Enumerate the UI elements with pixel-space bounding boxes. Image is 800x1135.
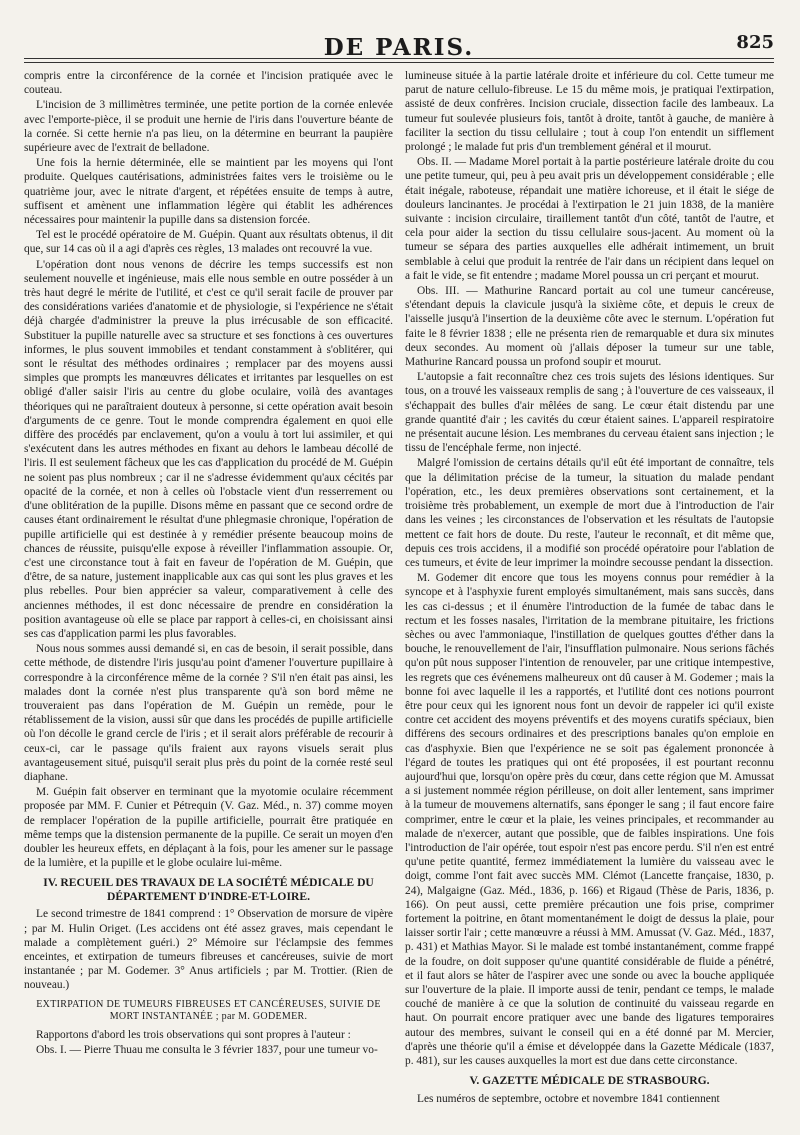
page-header: [24, 14, 774, 61]
right-column: [405, 69, 774, 1129]
paragraph: M. Godemer dit encore que tous les moyens connus pour remédier à la syncope et à l'asphyxie furent employés simultanément, mais sans succès, dans les cas ci-dessus ; et il énumère l'introduction de la fumée de tabac dans le rectum et les fosses nasales, l'irritation de la membrane pituitaire, les frictions sèches ou avec l'ammoniaque, l'instillation de quelques gouttes d'éther dans la bouche, le renouvellement de l'air, l'insufflation pulmonaire. Nous serions fâchés qu'on pût nous supposer l'intention de renouveler, par une critique intempestive, les regrets que ces événemens malheureux ont dû causer à M. Godemer ; mais la bonne foi avec laquelle il les a rapportés, et l'utilité dont ces notions pourront être pour ceux qui les ignorent nous font un devoir de rappeler ici qu'il existe contre cet accident des moyens préventifs et des moyens curatifs spéciaux, bien différens des secours ordinaires et des prescriptions banales qu'on emploie en cas d'asphyxie. Bien que l'expérience ne se soit pas également prononcée à l'égard de toutes les pratiques qui ont été proposées, il est pourtant reconnu aujourd'hui que, lorsqu'on opère près du cœur, dans cette région que M. Amussat a si justement nommée région périlleuse, on doit aller lentement, sans imprimer à la tumeur de mouvemens alternatifs, sans éponger le sang ; il faut encore faire comprimer, entre le cœur et la plaie, les veines principales, et recommander au malade de n'exercer, autant que possible, que de faibles inspirations. Une fois l'introduction de l'air opérée, tout espoir n'est pas encore perdu. S'il n'en est entré qu'une petite quantité, fermez immédiatement la lumière du vaisseau avec le doigt, comme l'ont fait avec succès MM. Clémot (Lancette française, 1830, p. 24), Malgaigne (Gaz. Méd., 1836, p. 166) et Rigaud (Thèse de Paris, 1836, p. 166). On peut aussi, cette première précaution une fois prise, comprimer fortement la poitrine, en ôtant momentanément le doigt de dessus la plaie, pour laisser sortir l'air ; cette manœuvre a réussi à MM. Amussat (V. Gaz. Méd., 1837, p. 431) et Mathias Mayor. Si le malade est tombé instantanément, comme frappé de la foudre, on doit supposer qu'une quantité considérable de fluide a pénétré, et il faut alors se hâter de l'aspirer avec une sonde ou avec la bouche appliquée sur l'ouverture de la plaie. Il importe aussi de tenir, pendant ce temps, le malade couché de manière à ce que la solution de continuité du vaisseau regarde en haut. On pourrait encore pratiquer avec une bande des ligatures temporaires autour des membres, suivant le conseil qui en a été donné par M. Mercier, d'après une théorie qu'il a émise et développée dans la Gazette Médicale (1837, p. 481), sur les causes auxquelles la mort est due dans cette circonstance.: [405, 572, 774, 1068]
two-column-body: [24, 69, 774, 1129]
subheading-extirpation: EXTIRPATION DE TUMEURS FIBREUSES ET CANCÉREUSES, SUIVIE DE MORT INSTANTANÉE ; par M. GODEMER.: [36, 998, 381, 1023]
paragraph: Obs. III. — Mathurine Rancard portait au col une tumeur cancéreuse, s'étendant depuis la clavicule jusqu'à la sixième côte, et depuis le creux de l'aisselle jusqu'à l'insertion de la deuxième côte avec le sternum. L'opération fut faite le 8 février 1838 ; elle ne présenta rien de remarquable et dura six minutes deux secondes. Au moment où j'allais déposer la tumeur sur une table, Mathurine Rancard poussa un profond soupir et mourut.: [405, 285, 774, 369]
paragraph: lumineuse située à la partie latérale droite et inférieure du col. Cette tumeur me parut de nature cellulo-fibreuse. Le 15 du même mois, je pratiquai l'extirpation, assisté de deux confrères. Incision cruciale, dissection facile des lambeaux. La tumeur fut soulevée plusieurs fois, tantôt à droite, tantôt à gauche, de manière à faciliter la section du tissu cellulaire ; tout à coup l'on entendit un sifflement prolongé ; le malade fut pris d'un tremblement général et il mourut.: [405, 70, 774, 154]
paragraph: Malgré l'omission de certains détails qu'il eût été important de connaître, tels que la délimitation précise de la tumeur, la situation du malade pendant l'opération, etc., les deux premières observations sont certainement, et la troisième très probablement, un exemple de mort due à l'introduction de l'air dans les veines ; les circonstances de l'observation et les résultats de l'autopsie mettent ce fait hors de doute. Du reste, l'auteur le reconnaît, et dit même que, depuis ces trois accidens, il a modifié son procédé opératoire pour l'ablation de ces tumeurs, et évite de leur imprimer la moindre secousse pendant la dissection.: [405, 457, 774, 569]
paragraph: Les numéros de septembre, octobre et novembre 1841 contiennent: [417, 1092, 720, 1105]
paragraph: Rapportons d'abord les trois observations qui sont propres à l'auteur :: [36, 1028, 351, 1041]
section-heading-v: V. GAZETTE MÉDICALE DE STRASBOURG.: [469, 1074, 710, 1088]
paragraph: L'autopsie a fait reconnaître chez ces trois sujets des lésions identiques. Sur tous, on a trouvé les vaisseaux remplis de sang ; à l'ouverture de ces vaisseaux, il s'échappait des bulles d'air mêlées de sang. Le cœur était distendu par une grande quantité d'air ; les cavités du cœur étaient saines. L'appareil respiratoire ne présentait aucune lésion. Les membranes du cerveau étaient sans injection ; le tissu de l'encéphale ferme, non injecté.: [405, 371, 774, 455]
paragraph: compris entre la circonférence de la cornée et l'incision pratiquée avec le couteau.: [24, 70, 393, 97]
paragraph: Tel est le procédé opératoire de M. Guépin. Quant aux résultats obtenus, il dit que, sur 14 cas où il a agi d'après ces règles, 13 malades ont recouvré la vue.: [24, 229, 393, 256]
page-number: 825: [736, 32, 774, 53]
paragraph: M. Guépin fait observer en terminant que la myotomie oculaire récemment proposée par MM. F. Cunier et Pétrequin (V. Gaz. Méd., n. 37) comme moyen de remplacer l'opération de la pupille artificielle, pourrait être pratiquée en même temps que la distension permanente de la pupille. Ce serait un moyen d'en doubler les heureux effets, en déplaçant à la fois, pour les amener sur le passage de la lumière, et la pupille et le globe oculaire lui-même.: [24, 786, 393, 870]
paragraph: L'incision de 3 millimètres terminée, une petite portion de la cornée enlevée avec l'emporte-pièce, il se produit une hernie de l'iris dans l'ouverture béante de la cornée. Si cette hernie n'a pas lieu, on la détermine en beurrant la paupière supérieure avec de l'extrait de belladone.: [24, 99, 393, 155]
paragraph: Le second trimestre de 1841 comprend : 1° Observation de morsure de vipère ; par M. Hulin Origet. (Les accidens ont été assez graves, mais cependant le malade a complètement guéri.) 2° Mémoire sur l'éclampsie des femmes enceintes, et extirpation de tumeurs fibreuses et cancéreuses, suivie de mort instantanée ; par M. Godemer. 3° Anus artificiels ; par M. Trottier. (Rien de nouveau.): [24, 908, 393, 992]
paragraph: Nous nous sommes aussi demandé si, en cas de besoin, il serait possible, dans cette méthode, de distendre l'iris jusqu'au point d'amener l'ouverture pupillaire à correspondre à la circonférence même de la cornée ? S'il n'en était pas ainsi, les malades dont la cornée n'est plus transparente qu'à son bord même ne trouveraient pas dans l'opération de M. Guépin un remède, pour le rétablissement de la vision, aussi sûr que dans les procédés de pupille artificielle où l'on décolle le grand cercle de l'iris ; et il serait alors préférable de recourir à ceux-ci, car le passage qu'ils fraient aux rayons visuels serait plus avantageusement situé, puisqu'il serait plus près du point de la cornée resté seul diaphane.: [24, 643, 393, 783]
left-column: [24, 69, 393, 1129]
page-title: DE PARIS.: [323, 34, 475, 61]
paragraph: Obs. I. — Pierre Thuau me consulta le 3 février 1837, pour une tumeur vo-: [36, 1043, 378, 1056]
paragraph: Une fois la hernie déterminée, elle se maintient par les moyens qui l'ont produite. Quelques cautérisations, administrées faites vers le troisième ou le quatrième jour, avec le nitrate d'argent, et répétées ensuite de temps à autre, suffisent et amènent une inflammation légère qui établit les adhérences nécessaires pour maintenir la pupille dans sa distension forcée.: [24, 157, 393, 227]
section-heading-iv: IV. RECUEIL DES TRAVAUX DE LA SOCIÉTÉ MÉDICALE DU DÉPARTEMENT D'INDRE-ET-LOIRE.: [43, 876, 374, 903]
paragraph: Obs. II. — Madame Morel portait à la partie postérieure latérale droite du cou une petite tumeur, qui, peu à peu avait pris un développement considérable ; elle était inégale, raboteuse, répandait une matière ichoreuse, et il était le siége de douleurs lancinantes. Je procédai à l'extirpation le 21 juin 1838, de la manière suivante : incision circulaire, tiraillement tantôt d'un côté, tantôt de l'autre, et cela pour aider la section du tissu cellulaire sous-jacent. Au moment où la tumeur se sépara des parties auxquelles elle adhérait intimement, un bruit semblable à celui que produit la rentrée de l'air dans un récipient dans lequel on a fait le vide, se fit entendre ; madame Morel poussa un cri perçant et mourut.: [405, 156, 774, 282]
paragraph: L'opération dont nous venons de décrire les temps successifs est non seulement nouvelle et ingénieuse, mais elle nous semble en outre posséder à un très haut degré le mérite de l'utilité, et c'est ce qu'il serait facile de prouver par des considérations variées d'anatomie et de physiologie, si l'expérience ne s'était déjà chargée d'administrer la preuve la plus irrécusable de son efficacité. Substituer la pupille naturelle avec sa structure et ses fonctions à ces ouvertures informes, le plus souvent immobiles et tendant constamment à s'oblitérer, qui sont le résultat des méthodes ordinaires ; remplacer par des moyens aussi simples que prompts les manœuvres délicates et irritantes par lesquelles on est obligé d'aller saisir l'iris au centre du globe oculaire, voilà des avantages théoriques qui ne paraîtraient douteux à personne, si cette opération avait besoin d'arguments de ce genre. Tout le monde comprendra également en quoi elle diffère des procédés par enclavement, qu'on a voulu à tort lui assimiler, et qui s'exécutent dans les autres méthodes en fixant au dehors le lambeau décollé de l'iris. Il est seulement fâcheux que les cas d'application du procédé de M. Guépin ne soient pas plus nombreux ; car il ne s'adresse évidemment qu'aux cécités par opacité de la cornée, et non à celles où l'obstacle vient d'un resserrement ou d'une oblitération de la pupille. Disons même en passant que ce second ordre de causes étant ordinairement le résultat d'une phlegmasie chronique, l'opération de pupille artificielle qui est destinée à y remédier présente beaucoup moins de chances de réussite, puisqu'elle expose à réveiller l'inflammation assoupie. Or, c'est une circonstance tout à fait en faveur de l'opération de M. Guépin, que d'être, de sa nature, justement inapplicable aux cas qui sont les plus graves et les plus rebelles. Pour bien apprécier sa valeur, comparativement à celle des anciennes méthodes, il est donc nécessaire de prendre en considération la position avantageuse où elle se place par rapport à celles-ci, en choisissant ainsi ses cas d'application parmi les plus favorables.: [24, 258, 393, 640]
